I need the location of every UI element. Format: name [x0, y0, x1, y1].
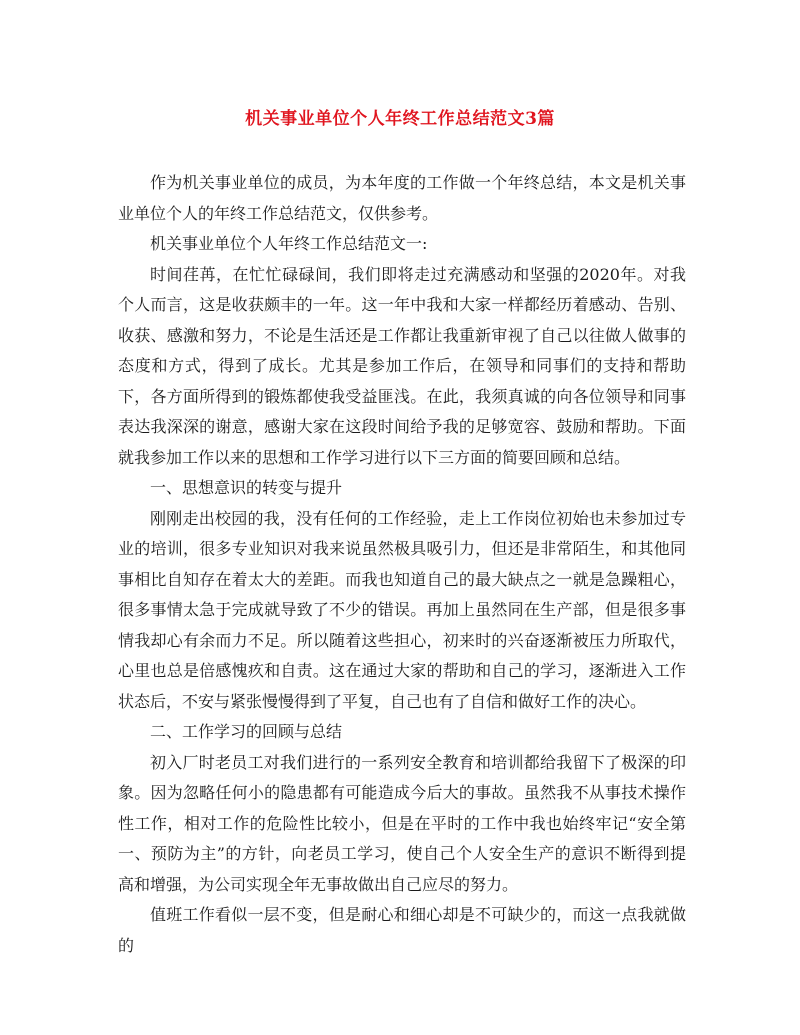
paragraph-heading-sample-one: 机关事业单位个人年终工作总结范文一:: [150, 234, 428, 253]
paragraph-mindset: 刚刚走出校园的我，没有任何的工作经验，走上工作岗位初始也未参加过专业的培训，很多专业知识对我来说虽然极具吸引力，但还是非常陌生，和其他同事相比自知存在着太大的差距。而我也知道自己的最大缺点之一就是急躁粗心，很多事情太急于完成就导致了不少的错误。再加上虽然同在生产部，但是很多事情我却心有余而力不足。所以随着这些担心，初来时的兴奋逐渐被压力所取代，心里也总是倍感愧疚和自责。这在通过大家的帮助和自己的学习，逐渐进入工作状态后，不安与紧张慢慢得到了平复，自己也有了自信和做好工作的决心。: [118, 508, 686, 711]
section-heading-one: 一、思想意识的转变与提升: [150, 478, 343, 497]
paragraph-intro: 作为机关事业单位的成员，为本年度的工作做一个年终总结，本文是机关事业单位个人的年终工作总结范文，仅供参考。: [118, 173, 686, 223]
paragraph-safety: 初入厂时老员工对我们进行的一系列安全教育和培训都给我留下了极深的印象。因为忽略任何小的隐患都有可能造成今后大的事故。虽然我不从事技术操作性工作，相对工作的危险性比较小，但是在平时的工作中我也始终牢记“安全第一、预防为主”的方针，向老员工学习，使自己个人安全生产的意识不断得到提高和增强，为公司实现全年无事故做出自己应尽的努力。: [118, 752, 686, 894]
document-title: 机关事业单位个人年终工作总结范文3篇: [245, 109, 555, 129]
section-heading-two: 二、工作学习的回顾与总结: [150, 722, 343, 741]
paragraph-year-review: 时间荏苒，在忙忙碌碌间，我们即将走过充满感动和坚强的2020年。对我个人而言，这是收获颇丰的一年。这一年中我和大家一样都经历着感动、告别、收获、感激和努力，不论是生活还是工作都让我重新审视了自己以往做人做事的态度和方式，得到了成长。尤其是参加工作后，在领导和同事们的支持和帮助下，各方面所得到的锻炼都使我受益匪浅。在此，我须真诚的向各位领导和同事表达我深深的谢意，感谢大家在这段时间给予我的足够宽容、鼓励和帮助。下面就我参加工作以来的思想和工作学习进行以下三方面的简要回顾和总结。: [118, 264, 686, 467]
paragraph-duty: 值班工作看似一层不变，但是耐心和细心却是不可缺少的，而这一点我就做的: [118, 905, 686, 955]
document-body: [118, 168, 686, 961]
